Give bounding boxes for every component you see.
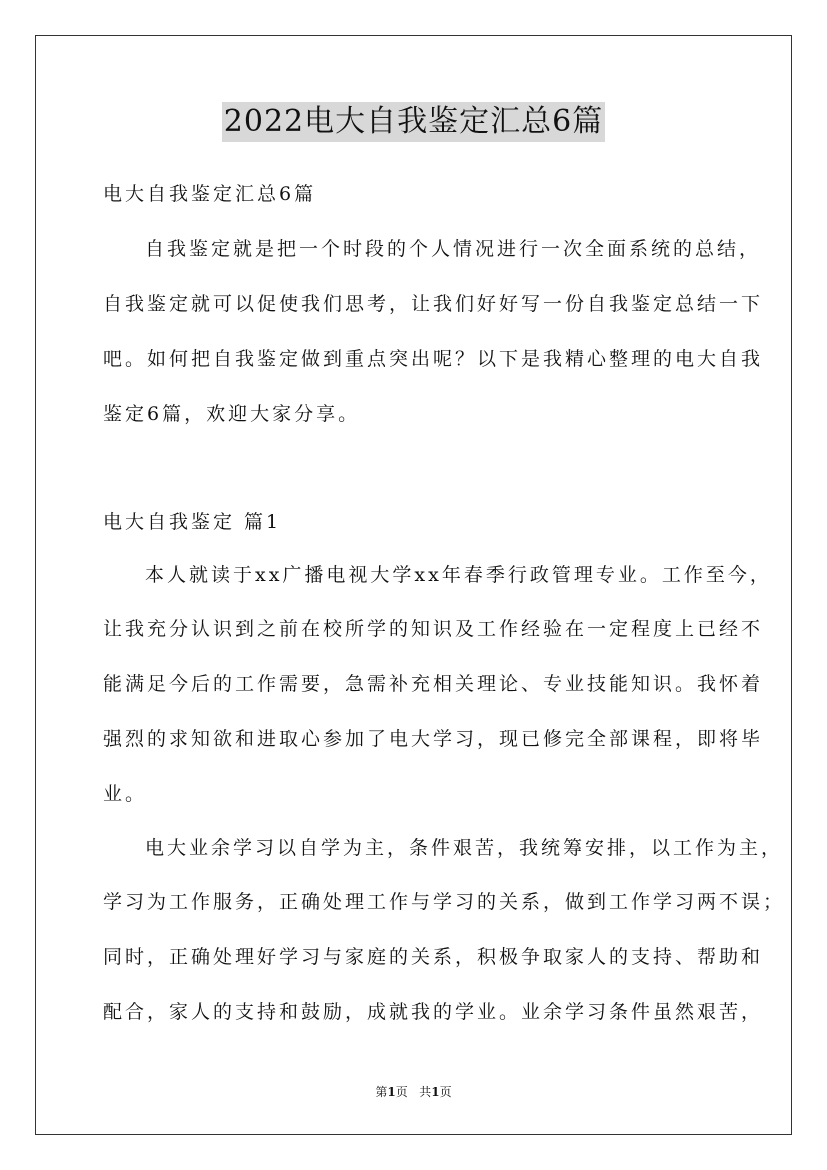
page-number: 1 xyxy=(387,1085,396,1099)
document-title: 2022电大自我鉴定汇总6篇 xyxy=(222,102,605,142)
total-suffix: 页 xyxy=(439,1085,452,1099)
paragraph-line: 电大业余学习以自学为主，条件艰苦，我统筹安排，以工作为主， xyxy=(145,837,784,859)
paragraph-line: 强烈的求知欲和进取心参加了电大学习，现已修完全部课程，即将毕 xyxy=(103,728,764,750)
total-pages: 1 xyxy=(431,1085,440,1099)
document-subtitle: 电大自我鉴定汇总6篇 xyxy=(103,183,317,205)
paragraph-line: 配合，家人的支持和鼓励，成就我的学业。业余学习条件虽然艰苦， xyxy=(103,1001,764,1023)
paragraph-line: 让我充分认识到之前在校所学的知识及工作经验在一定程度上已经不 xyxy=(103,618,764,640)
intro-line: 自我鉴定就是把一个时段的个人情况进行一次全面系统的总结， xyxy=(145,238,762,260)
paragraph-line: 能满足今后的工作需要，急需补充相关理论、专业技能知识。我怀着 xyxy=(103,673,764,695)
paragraph-line: 本人就读于xx广播电视大学xx年春季行政管理专业。工作至今， xyxy=(145,564,772,586)
paragraph-line: 同时，正确处理好学习与家庭的关系，积极争取家人的支持、帮助和 xyxy=(103,946,764,968)
page-suffix: 页 xyxy=(395,1085,408,1099)
total-prefix: 共 xyxy=(419,1085,432,1099)
intro-line: 自我鉴定就可以促使我们思考，让我们好好写一份自我鉴定总结一下 xyxy=(103,293,764,315)
page-footer xyxy=(0,1084,827,1100)
intro-line: 鉴定6篇，欢迎大家分享。 xyxy=(103,403,361,425)
intro-line: 吧。如何把自我鉴定做到重点突出呢？以下是我精心整理的电大自我 xyxy=(103,348,764,370)
section-heading: 电大自我鉴定 篇1 xyxy=(103,511,282,533)
paragraph-line: 业。 xyxy=(103,783,148,805)
page-prefix: 第 xyxy=(375,1085,388,1099)
paragraph-line: 学习为工作服务，正确处理工作与学习的关系，做到工作学习两不误； xyxy=(103,891,786,913)
